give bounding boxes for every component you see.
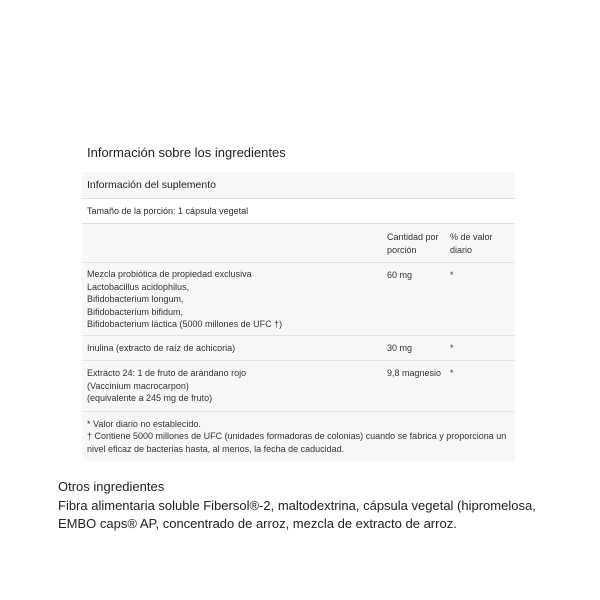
- ingredient-line: Bifidobacterium longum,: [87, 294, 184, 304]
- daily-value-cell: *: [450, 368, 454, 378]
- ingredient-cell: [82, 361, 387, 411]
- supplement-header: Información del suplemento: [82, 172, 515, 199]
- serving-size: Tamaño de la porción: 1 cápsula vegetal: [82, 199, 515, 224]
- amount-cell: 9,8 magnesio: [387, 368, 442, 378]
- section-title: Información sobre los ingredientes: [87, 145, 286, 160]
- footnote-daily-value: * Valor diario no establecido.: [87, 418, 201, 429]
- table-header-row: [82, 224, 515, 263]
- footnote-cfu: † Contiene 5000 millones de UFC (unidades formadoras de colonias) cuando se fabrica y proporciona un nivel eficaz de bacterias hasta, al menos, la fecha de caducidad.: [87, 431, 507, 454]
- ingredient-line: Lactobacillus acidophilus,: [87, 281, 190, 292]
- amount-cell: 30 mg: [387, 342, 413, 353]
- ingredient-cell: [82, 336, 387, 361]
- header-ingredient-cell: [82, 224, 387, 262]
- ingredient-line: (Vaccinium macrocarpon): [87, 380, 189, 391]
- footnotes: [82, 412, 515, 462]
- ingredient-line: Mezcla probiótica de propiedad exclusiva: [87, 269, 252, 279]
- table-row: [82, 336, 515, 362]
- daily-value-cell: *: [450, 270, 454, 280]
- other-ingredients-text: Fibra alimentaria soluble Fibersol®-2, maltodextrina, cápsula vegetal (hipromelosa, EMBO caps® AP, concentrado de arroz, mezcla de extracto de arroz.: [58, 498, 536, 531]
- header-daily-value: % de valor diario: [450, 232, 493, 255]
- table-row: [82, 263, 515, 336]
- ingredient-line: Inulina (extracto de raíz de achicoria): [87, 342, 236, 353]
- ingredient-cell: [82, 263, 387, 335]
- daily-value-cell: *: [450, 342, 454, 353]
- amount-cell: 60 mg: [387, 270, 413, 280]
- other-ingredients-title: Otros ingredientes: [58, 479, 165, 494]
- ingredient-line: Extracto 24: 1 de fruto de arándano rojo: [87, 368, 247, 378]
- ingredient-line: (equivalente a 245 mg de fruto): [87, 393, 213, 403]
- ingredient-line: Bifidobacterium láctica (5000 millones de UFC †): [87, 319, 283, 329]
- supplement-facts-panel: [82, 172, 515, 461]
- table-row: [82, 361, 515, 412]
- ingredient-line: Bifidobacterium bifidum,: [87, 306, 184, 317]
- header-amount: Cantidad por porción: [387, 232, 439, 255]
